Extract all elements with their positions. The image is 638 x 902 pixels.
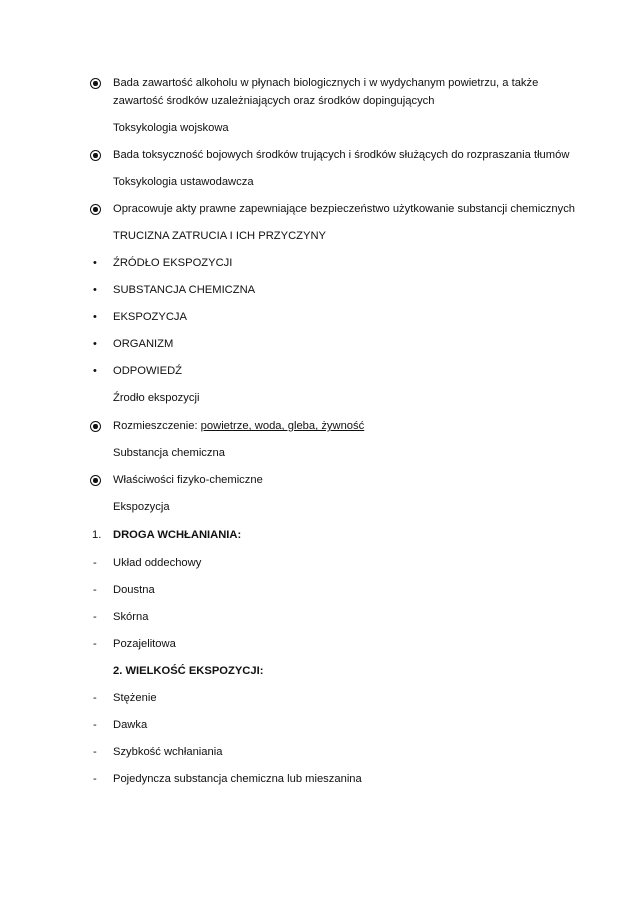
paragraph-text: Toksykologia ustawodawcza — [113, 176, 254, 188]
bullet-dot-icon: • — [93, 257, 97, 269]
bullet-dot-icon: • — [93, 338, 97, 350]
paragraph-text: TRUCIZNA ZATRUCIA I ICH PRZYCZYNY — [113, 230, 326, 242]
list-item-text: ODPOWIEDŹ — [113, 365, 182, 377]
list-item-text: Skórna — [113, 611, 149, 623]
dash-marker: - — [93, 773, 97, 785]
dash-marker: - — [93, 638, 97, 650]
list-item-text: Szybkość wchłaniania — [113, 746, 223, 758]
list-item-text: Pojedyncza substancja chemiczna lub mieszanina — [113, 773, 362, 785]
list-item-text: Dawka — [113, 719, 148, 731]
bullet-dot-icon: • — [93, 365, 97, 377]
list-item-label: Rozmieszczenie: — [113, 420, 201, 432]
paragraph-text: Toksykologia wojskowa — [113, 122, 229, 134]
paragraph-text: Źrodło ekspozycji — [113, 392, 200, 404]
dash-marker: - — [93, 557, 97, 569]
dash-marker: - — [93, 719, 97, 731]
radio-bullet-icon — [90, 421, 101, 432]
dash-marker: - — [93, 584, 97, 596]
list-item-text: DROGA WCHŁANIANIA: — [113, 529, 242, 541]
list-number: 1. — [92, 529, 102, 541]
bullet-dot-icon: • — [93, 311, 97, 323]
paragraph-text — [113, 663, 263, 680]
dash-marker: - — [93, 611, 97, 623]
underlined-text: powietrze, woda, gleba, żywność — [200, 420, 365, 432]
list-item-text: EKSPOZYCJA — [113, 311, 187, 323]
radio-bullet-icon — [90, 475, 101, 486]
list-item-text: Opracowuje akty prawne zapewniające bezpieczeństwo użytkowanie substancji chemicznych — [113, 203, 576, 215]
list-item-text: Właściwości fizyko-chemiczne — [113, 474, 263, 486]
list-item-text: Pozajelitowa — [113, 638, 176, 650]
radio-bullet-icon — [90, 78, 101, 89]
paragraph-text: Substancja chemiczna — [113, 447, 225, 459]
list-item-text: Bada zawartość alkoholu w płynach biologicznych i w wydychanym powietrzu, a także — [113, 77, 539, 89]
radio-bullet-icon — [90, 204, 101, 215]
list-item-text: Doustna — [113, 584, 155, 596]
section-heading: . WIELKOŚĆ EKSPOZYCJI: — [119, 665, 264, 677]
list-item-text: Bada toksyczność bojowych środków trujących i środków służących do rozpraszania tłumów — [113, 149, 570, 161]
paragraph-text: Ekspozycja — [113, 501, 170, 513]
list-item-text: Stężenie — [113, 692, 157, 704]
bullet-dot-icon: • — [93, 284, 97, 296]
dash-marker: - — [93, 746, 97, 758]
list-item-text: SUBSTANCJA CHEMICZNA — [113, 284, 256, 296]
section-number: 2 — [113, 665, 120, 677]
dash-marker: - — [93, 692, 97, 704]
radio-bullet-icon — [90, 150, 101, 161]
list-item-text: Układ oddechowy — [113, 557, 202, 569]
list-item-text: zawartość środków uzależniających oraz środków dopingujących — [113, 95, 435, 107]
list-item-text: ORGANIZM — [113, 338, 174, 350]
list-item-text: ŹRÓDŁO EKSPOZYCJI — [113, 257, 233, 269]
list-item-text — [113, 418, 364, 435]
